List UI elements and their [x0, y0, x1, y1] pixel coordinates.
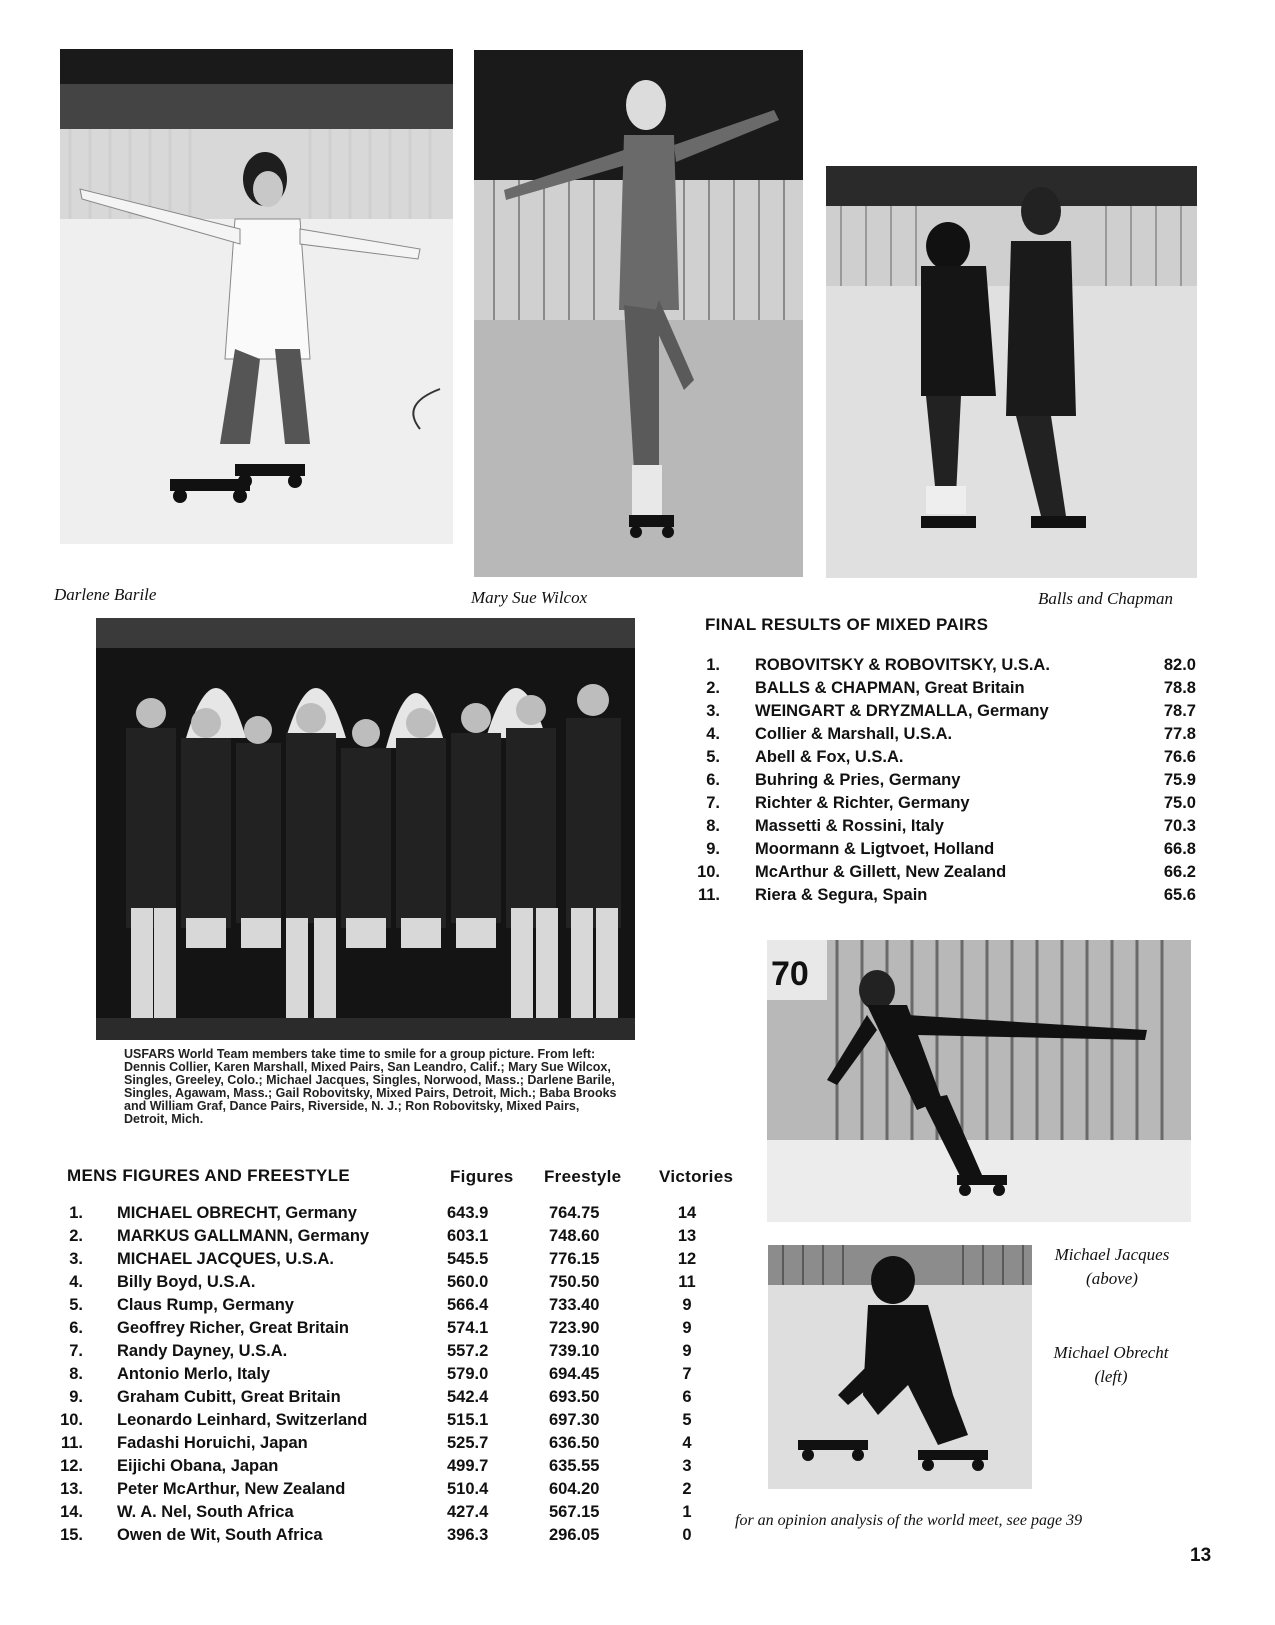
rank: 5.	[69, 1296, 83, 1314]
photo-michael-obrecht	[768, 1245, 1032, 1489]
rank: 2.	[69, 1227, 83, 1245]
rank: 3.	[706, 702, 720, 720]
photo-darlene-barile	[60, 49, 453, 544]
victories: 6	[682, 1388, 692, 1406]
victories: 3	[682, 1457, 692, 1475]
score: 78.7	[1163, 702, 1196, 720]
rank: 7.	[69, 1342, 83, 1360]
mixed-pairs-row	[690, 679, 1200, 702]
pair-name: BALLS & CHAPMAN, Great Britain	[755, 679, 1025, 697]
rank: 12.	[60, 1457, 83, 1475]
rank: 13.	[60, 1480, 83, 1498]
freestyle-score: 604.20	[549, 1480, 600, 1498]
pair-name: Abell & Fox, U.S.A.	[755, 748, 904, 766]
score: 70.3	[1163, 817, 1196, 835]
rank: 15.	[60, 1526, 83, 1544]
mixed-pairs-table	[690, 656, 1200, 916]
footer-note: for an opinion analysis of the world meet, see page 39	[735, 1512, 1083, 1529]
freestyle-score: 723.90	[549, 1319, 600, 1337]
figures-score: 499.7	[447, 1457, 489, 1475]
mens-row	[55, 1296, 735, 1319]
figures-score: 566.4	[447, 1296, 489, 1314]
skater-name: Peter McArthur, New Zealand	[117, 1480, 346, 1498]
victories: 13	[677, 1227, 697, 1245]
caption-mary-sue-wilcox: Mary Sue Wilcox	[471, 588, 588, 607]
victories: 14	[677, 1204, 697, 1222]
mens-row	[55, 1411, 735, 1434]
pair-name: Richter & Richter, Germany	[755, 794, 970, 812]
freestyle-score: 776.15	[549, 1250, 600, 1268]
pair-name: Riera & Segura, Spain	[755, 886, 928, 904]
mens-row	[55, 1434, 735, 1457]
banner-70-text: 70	[771, 955, 809, 993]
figures-score: 643.9	[447, 1204, 489, 1222]
freestyle-score: 567.15	[549, 1503, 600, 1521]
group-photo-caption: USFARS World Team members take time to smile for a group picture. From left: Dennis Collier, Karen Marshall, Mixed Pairs, San Leandro, Calif.; Mary Sue Wilcox, Singles, Greeley, Colo.; Michael Jacques, Singles, Norwood, Mass.; Darlene Barile, Singles, Agawam, Mass.; Gail Robovitsky, Mixed Pairs, Detroit, Mich.; Baba Brooks and William Graf, Dance Pairs, Riverside, N. J.; Ron Robovitsky, Mixed Pairs, Detroit, Mich.	[124, 1047, 617, 1126]
rank: 9.	[69, 1388, 83, 1406]
mens-row	[55, 1250, 735, 1273]
mens-table	[55, 1204, 735, 1554]
mixed-pairs-title: FINAL RESULTS OF MIXED PAIRS	[705, 615, 989, 634]
mens-row	[55, 1319, 735, 1342]
victories: 2	[682, 1480, 692, 1498]
mens-row	[55, 1365, 735, 1388]
pair-name: McArthur & Gillett, New Zealand	[755, 863, 1007, 881]
score: 75.9	[1163, 771, 1196, 789]
skater-name: MICHAEL JACQUES, U.S.A.	[117, 1250, 334, 1268]
score: 78.8	[1163, 679, 1196, 697]
score: 76.6	[1163, 748, 1196, 766]
photo-usfars-world-team	[96, 618, 635, 1040]
victories: 9	[682, 1319, 692, 1337]
mens-col-victories: Victories	[659, 1167, 734, 1186]
skater-name: Billy Boyd, U.S.A.	[117, 1273, 256, 1291]
mixed-pairs-row	[690, 748, 1200, 771]
skater-name: Claus Rump, Germany	[117, 1296, 294, 1314]
mens-row	[55, 1342, 735, 1365]
pair-name: Buhring & Pries, Germany	[755, 771, 961, 789]
mens-row	[55, 1227, 735, 1250]
freestyle-score: 750.50	[549, 1273, 600, 1291]
victories: 12	[677, 1250, 697, 1268]
pair-name: Massetti & Rossini, Italy	[755, 817, 944, 835]
mixed-pairs-row	[690, 840, 1200, 863]
photo-michael-jacques	[767, 940, 1191, 1222]
figures-score: 427.4	[447, 1503, 489, 1521]
mens-row	[55, 1526, 735, 1549]
skater-name: Graham Cubitt, Great Britain	[117, 1388, 341, 1406]
rank: 1.	[706, 656, 720, 674]
rank: 8.	[69, 1365, 83, 1383]
skater-name: Randy Dayney, U.S.A.	[117, 1342, 288, 1360]
mens-row	[55, 1273, 735, 1296]
mens-row	[55, 1457, 735, 1480]
mens-title: MENS FIGURES AND FREESTYLE	[67, 1166, 350, 1185]
freestyle-score: 748.60	[549, 1227, 600, 1245]
score: 82.0	[1163, 656, 1196, 674]
score: 66.2	[1163, 863, 1196, 881]
score: 66.8	[1163, 840, 1196, 858]
victories: 4	[682, 1434, 692, 1452]
caption-michael-obrecht: Michael Obrecht (left)	[1053, 1343, 1169, 1386]
figures-score: 545.5	[447, 1250, 489, 1268]
mixed-pairs-row	[690, 656, 1200, 679]
rank: 1.	[69, 1204, 83, 1222]
figures-score: 557.2	[447, 1342, 489, 1360]
figures-score: 574.1	[447, 1319, 489, 1337]
rank: 11.	[697, 886, 720, 904]
mens-col-figures: Figures	[450, 1167, 514, 1186]
figures-score: 515.1	[447, 1411, 489, 1429]
figures-score: 579.0	[447, 1365, 489, 1383]
freestyle-score: 697.30	[549, 1411, 600, 1429]
mens-row	[55, 1388, 735, 1411]
page-number: 13	[1190, 1545, 1212, 1566]
skater-name: Eijichi Obana, Japan	[117, 1457, 279, 1475]
skater-name: Geoffrey Richer, Great Britain	[117, 1319, 349, 1337]
figures-score: 560.0	[447, 1273, 489, 1291]
figures-score: 603.1	[447, 1227, 489, 1245]
freestyle-score: 635.55	[549, 1457, 600, 1475]
freestyle-score: 733.40	[549, 1296, 600, 1314]
skater-name: MARKUS GALLMANN, Germany	[117, 1227, 370, 1245]
victories: 9	[682, 1342, 692, 1360]
photo-mary-sue-wilcox	[474, 50, 803, 577]
score: 77.8	[1163, 725, 1196, 743]
pair-name: Collier & Marshall, U.S.A.	[755, 725, 953, 743]
score: 75.0	[1163, 794, 1196, 812]
pair-name: Moormann & Ligtvoet, Holland	[755, 840, 995, 858]
caption-darlene-barile: Darlene Barile	[54, 585, 157, 604]
rank: 10.	[60, 1411, 83, 1429]
mixed-pairs-row	[690, 794, 1200, 817]
rank: 9.	[706, 840, 720, 858]
pair-name: ROBOVITSKY & ROBOVITSKY, U.S.A.	[755, 656, 1050, 674]
rank: 4.	[69, 1273, 83, 1291]
caption-balls-and-chapman: Balls and Chapman	[1038, 589, 1174, 608]
victories: 1	[682, 1503, 692, 1521]
freestyle-score: 694.45	[549, 1365, 600, 1383]
rank: 5.	[706, 748, 720, 766]
figures-score: 396.3	[447, 1526, 489, 1544]
rank: 11.	[60, 1434, 83, 1452]
freestyle-score: 636.50	[549, 1434, 600, 1452]
rank: 7.	[706, 794, 720, 812]
mixed-pairs-row	[690, 725, 1200, 748]
rank: 6.	[69, 1319, 83, 1337]
caption-michael-jacques: Michael Jacques (above)	[1054, 1245, 1170, 1288]
figures-score: 542.4	[447, 1388, 489, 1406]
freestyle-score: 693.50	[549, 1388, 600, 1406]
rank: 6.	[706, 771, 720, 789]
victories: 9	[682, 1296, 692, 1314]
rank: 8.	[706, 817, 720, 835]
mens-col-freestyle: Freestyle	[544, 1167, 622, 1186]
victories: 5	[682, 1411, 692, 1429]
figures-score: 525.7	[447, 1434, 489, 1452]
skater-name: Owen de Wit, South Africa	[117, 1526, 323, 1544]
skater-name: W. A. Nel, South Africa	[117, 1503, 294, 1521]
score: 65.6	[1163, 886, 1196, 904]
mixed-pairs-row	[690, 863, 1200, 886]
rank: 10.	[697, 863, 720, 881]
rank: 2.	[706, 679, 720, 697]
freestyle-score: 296.05	[549, 1526, 600, 1544]
victories: 11	[678, 1273, 696, 1291]
rank: 3.	[69, 1250, 83, 1268]
mixed-pairs-row	[690, 702, 1200, 725]
photo-balls-and-chapman	[826, 166, 1197, 578]
victories: 0	[682, 1526, 692, 1544]
skater-name: Fadashi Horuichi, Japan	[117, 1434, 308, 1452]
freestyle-score: 764.75	[549, 1204, 600, 1222]
rank: 4.	[706, 725, 720, 743]
mens-row	[55, 1204, 735, 1227]
mixed-pairs-row	[690, 817, 1200, 840]
victories: 7	[682, 1365, 692, 1383]
mixed-pairs-row	[690, 771, 1200, 794]
mixed-pairs-row	[690, 886, 1200, 909]
mens-row	[55, 1503, 735, 1526]
mens-row	[55, 1480, 735, 1503]
figures-score: 510.4	[447, 1480, 489, 1498]
skater-name: Antonio Merlo, Italy	[117, 1365, 271, 1383]
freestyle-score: 739.10	[549, 1342, 600, 1360]
skater-name: Leonardo Leinhard, Switzerland	[117, 1411, 368, 1429]
pair-name: WEINGART & DRYZMALLA, Germany	[755, 702, 1049, 720]
rank: 14.	[60, 1503, 83, 1521]
skater-name: MICHAEL OBRECHT, Germany	[117, 1204, 357, 1222]
